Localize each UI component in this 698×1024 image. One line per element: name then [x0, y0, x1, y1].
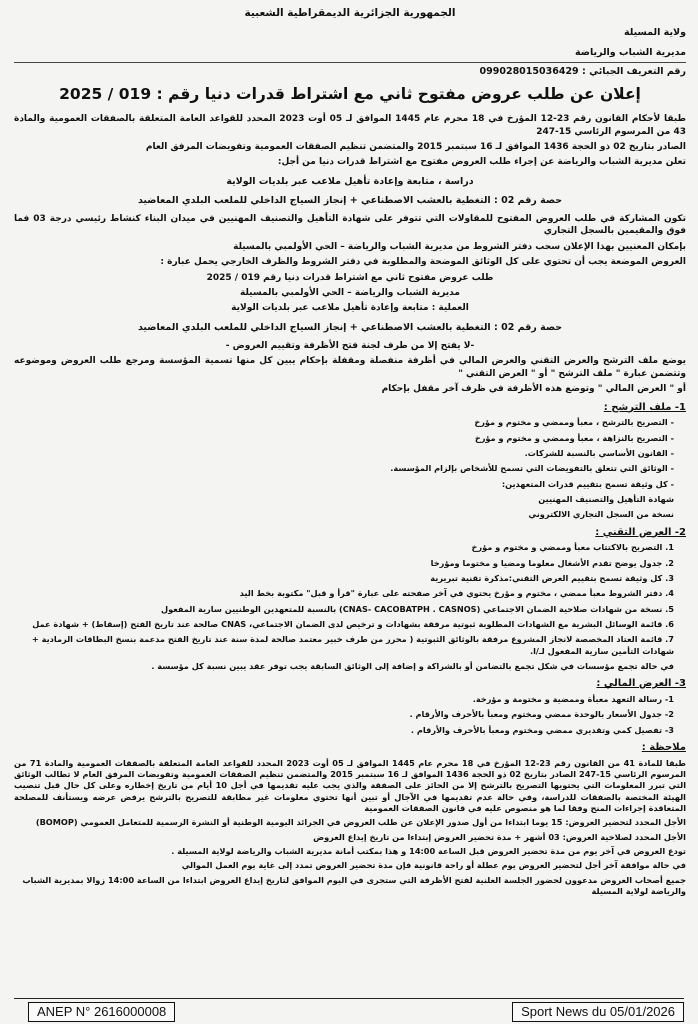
- note-paragraph: تودع العروض في آخر يوم من مدة تحضير العروض قبل الساعة 14:00 و هذا بمكتب أمانة مديرية الشباب والرياضة لولاية المسيلة .: [171, 845, 686, 856]
- notes-block: [14, 758, 686, 897]
- note-paragraph: الأجل المحدد لتحضير العروض: 15 يوما ابتداءا من أول صدور الإعلان عن طلب العروض في الجرائد اليومية الوطنية أو النشرة الرسمية للمتعامل العمومي (BOMOP): [35, 817, 686, 828]
- project-subject: دراسة ، متابعة وإعادة تأهيل ملاعب عبر بلديات الولاية: [226, 175, 474, 187]
- list-item: 6. قائمة الوسائل البشرية مع الشهادات المطلوبة ثبوتية مرفقة بشهادات و ترخيص لدى الضمان الاجتماعي، CNAS صالحة عند تاريخ الفتح (إسقاط) + شهادة عمل: [32, 618, 674, 629]
- list-item: 2. جدول يوضح تقدم الأشغال معلوما ومضيا و مختوما ومؤرخا: [430, 557, 674, 568]
- list-item: - التصريح بالترشح ، معبأ وممضي و مختوم و مؤرخ: [474, 417, 674, 428]
- list-item: 5. نسخة من شهادات صلاحية الضمان الاجتماعي (CNAS- CACOBATPH . CASNOS) بالنسبة للمتعهدين الوطنيين سارية المفعول: [161, 603, 674, 614]
- list-item: شهادة التأهيل والتصنيف المهنيين: [538, 493, 674, 504]
- scan-line: [14, 62, 686, 63]
- tax-id: رقم التعريف الجبائي : 099028015036429: [479, 65, 686, 77]
- note-paragraph: طبقا للمادة 41 من القانون رقم 23-12 المؤرخ في 18 محرم عام 1445 الموافق لـ 05 أوت 2023 المحدد للقواعد العامة المتعلقة بالصفقات العمومية والمادة 71 من المرسوم الرئاسي 15-247 الصادر بتاريخ 02 ذو الحجة 1436 الموافق لـ 16 سبتمبر 2015 والمتضمن تنظيم الصفقات العمومية وتفويضات المرفق العام لا تطالب الوثائق التي تبرر المعلومات التي يحتويها التصريح بالترشح إلا من الحائز على الصفقة والذي يجب عليه تقديمها في أجل 10 أيام من تاريخ إخطاره وعلى كل حال قبل تنصيب الهيئة المختصة بالصفقات للدراسة، وفي حالة عدم تقديمها في الآجال أو تبين أنها تحتوي معلومات غير مطابقة للتصريح بالترشح يرفض عرضه ويستأنف للمصلحة المتعاقدة إجراءات المنح وفقا لما هو منصوص عليه في قانون الصفقات العمومية: [14, 757, 686, 813]
- notes-title: ملاحظة :: [641, 741, 686, 753]
- candidacy-title: 1- ملف الترشح :: [603, 401, 686, 413]
- publication-source: Sport News du 05/01/2026: [512, 1002, 684, 1022]
- note-paragraph: في حالة موافقة آخر أجل لتحضير العروض يوم عطلة أو راحة قانونية فإن مدة تحضير العروض تمدد إلى غاية يوم العمل الموالي: [181, 860, 686, 871]
- eligibility: تكون المشاركة في طلب العروض المفتوح للمقاولات التي تتوفر على شهادة التأهيل والتصنيف المهنيين في ميدان البناء كنشاط رئيسي درجة 03 فما فوق والمقيمين بالسجل التجاري: [14, 214, 686, 237]
- envelope-placement: يوضع ملف الترشح والعرض التقني والعرض المالي في أظرفة منفصلة ومقفلة بإحكام يبين كل منها تسمية المؤسسة ومرجع طلب العروض وموضوعه وتتضمن عبارة " ملف الترشح " أو " العرض التقني ": [14, 356, 686, 379]
- note-paragraph: جميع أصحاب العروض مدعوون لحضور الجلسة العلنية لفتح الأظرفة التي ستجرى في اليوم الموافق لتاريخ إيداع العروض ابتداءا من الساعة 14:00 زوالا بمديرية الشباب والرياضة لولاية المسيلة: [22, 874, 686, 896]
- list-item: في حالة تجمع مؤسسات في شكل تجمع بالتضامن أو بالشراكة و إضافة إلى الوثائق السابقة يجب توفر عقد يبين نسبة كل مؤسسة .: [151, 660, 674, 671]
- list-item: نسخة من السجل التجاري الالكتروني: [528, 509, 674, 520]
- technical-list: [14, 542, 686, 672]
- announcement: تعلن مديرية الشباب والرياضة عن إجراء طلب العروض مفتوح مع اشتراط قدرات دنيا من أجل:: [277, 157, 686, 168]
- list-item: - كل وثيقة تسمح بتقييم قدرات المتعهدين:: [501, 478, 674, 489]
- financial-list: [14, 694, 686, 736]
- legal-basis-date: الصادر بتاريخ 02 ذو الحجة 1436 الموافق لـ 16 سبتمبر 2015 والمتضمن تنظيم الصفقات العمومية وتفويضات المرفق العام: [145, 142, 686, 152]
- list-item: 7. قائمة العتاد المخصصة لانجاز المشروع مرفقة بالوثائق الثبوتية ( محرر من طرف خبير معتمد صالحة لمدة سنة عند تاريخ الفتح مدعمة بنسخ البطاقات الرمادية + شهادات التأمين سارية المفعول لـ/ا.: [31, 634, 674, 656]
- footer: [14, 998, 684, 1021]
- envelope-placement-2: أو " العرض المالي " وتوضع هذه الأظرفة في ظرف آخر مقفل بإحكام: [381, 384, 686, 395]
- technical-title: 2- العرض التقني :: [595, 526, 686, 538]
- notice-title: إعلان عن طلب عروض مفتوح ثاني مع اشتراط قدرات دنيا رقم : 019 / 2025: [59, 84, 641, 103]
- envelope-intro: العروض الموضعة يجب أن تحتوي على كل الوثائق الموضحة والمطلوبة في دفتر الشروط والظرف الخارجي يحمل عبارة :: [160, 257, 686, 268]
- list-item: 3- تفصيل كمي وتقديري ممضي ومختوم ومعبأ بالأحرف والأرقام .: [410, 724, 674, 735]
- envelope-line-3: العملية : متابعة وإعادة تأهيل ملاعب عبر بلديات الولاية: [231, 303, 469, 314]
- state-name: الجمهورية الجزائرية الديمقراطية الشعبية: [244, 7, 456, 19]
- candidacy-list: [14, 417, 686, 520]
- withdrawal-info: بإمكان المعنيين بهذا الإعلان سحب دفتر الشروط من مديرية الشباب والرياضة – الحي الأولمبي بالمسيلة: [233, 241, 686, 252]
- legal-basis: طبقا لأحكام القانون رقم 23-12 المؤرخ في 18 محرم عام 1445 الموافق لـ 05 أوت 2023 المحدد للقواعد العامة المتعلقة بالصفقات العمومية والمادة 43 من المرسوم الرئاسي 15-247: [14, 114, 687, 137]
- note-paragraph: الأجل المحدد لصلاحية العروض: 03 أشهر + مدة تحضير العروض إبتداءا من تاريخ إيداع العروض: [313, 831, 686, 842]
- wilaya-name: ولاية المسيلة: [624, 27, 686, 39]
- project-lot: حصة رقم 02 : التغطية بالعشب الاصطناعي + إنجاز السياج الداخلي للملعب البلدي المعاضيد: [137, 194, 563, 206]
- list-item: 3. كل وثيقة تسمح بتقييم العرض التقني:مذكرة تقنية تبريرية: [430, 573, 674, 584]
- list-item: - التصريح بالنزاهة ، معبأ وممضي و مختوم و مؤرخ: [474, 432, 674, 443]
- tender-notice: [14, 4, 686, 1022]
- directorate-name: مديرية الشباب والرياضة: [575, 46, 686, 58]
- envelope-line-2: مديرية الشباب والرياضة – الحي الأولمبي بالمسيلة: [240, 288, 460, 299]
- list-item: 1- رسالة التعهد معبأة وممضية و مختومة و مؤرخة.: [472, 694, 674, 704]
- list-item: 4. دفتر الشروط معبأ ممضي ، مختوم و مؤرخ يحتوي في آخر صفحته على عبارة "قرأ و قبل" مكتوبة بخط اليد: [239, 588, 674, 599]
- list-item: - الوثائق التي تتعلق بالتفويضات التي تسمح للأشخاص بإلزام المؤسسة.: [390, 463, 674, 474]
- envelope-line-1: طلب عروض مفتوح ثاني مع اشتراط قدرات دنيا رقم 019 / 2025: [206, 272, 494, 283]
- financial-title: 3- العرض المالي :: [596, 678, 686, 690]
- list-item: 1. التصريح بالاكتتاب معبأ وممضي و مختوم و مؤرخ: [471, 542, 674, 553]
- envelope-line-4: حصة رقم 02 : التغطية بالعشب الاصطناعي + إنجاز السياج الداخلي للملعب البلدي المعاضيد: [137, 321, 563, 333]
- anep-number: ANEP N° 2616000008: [28, 1002, 175, 1022]
- list-item: 2- جدول الأسعار بالوحدة ممضي ومختوم ومعبأ بالأحرف والأرقام .: [409, 709, 674, 720]
- list-item: - القانون الأساسي بالنسبة للشركات.: [524, 448, 674, 459]
- envelope-line-5: -لا يفتح إلا من طرف لجنة فتح الأظرفة وتقييم العروض -: [225, 340, 475, 351]
